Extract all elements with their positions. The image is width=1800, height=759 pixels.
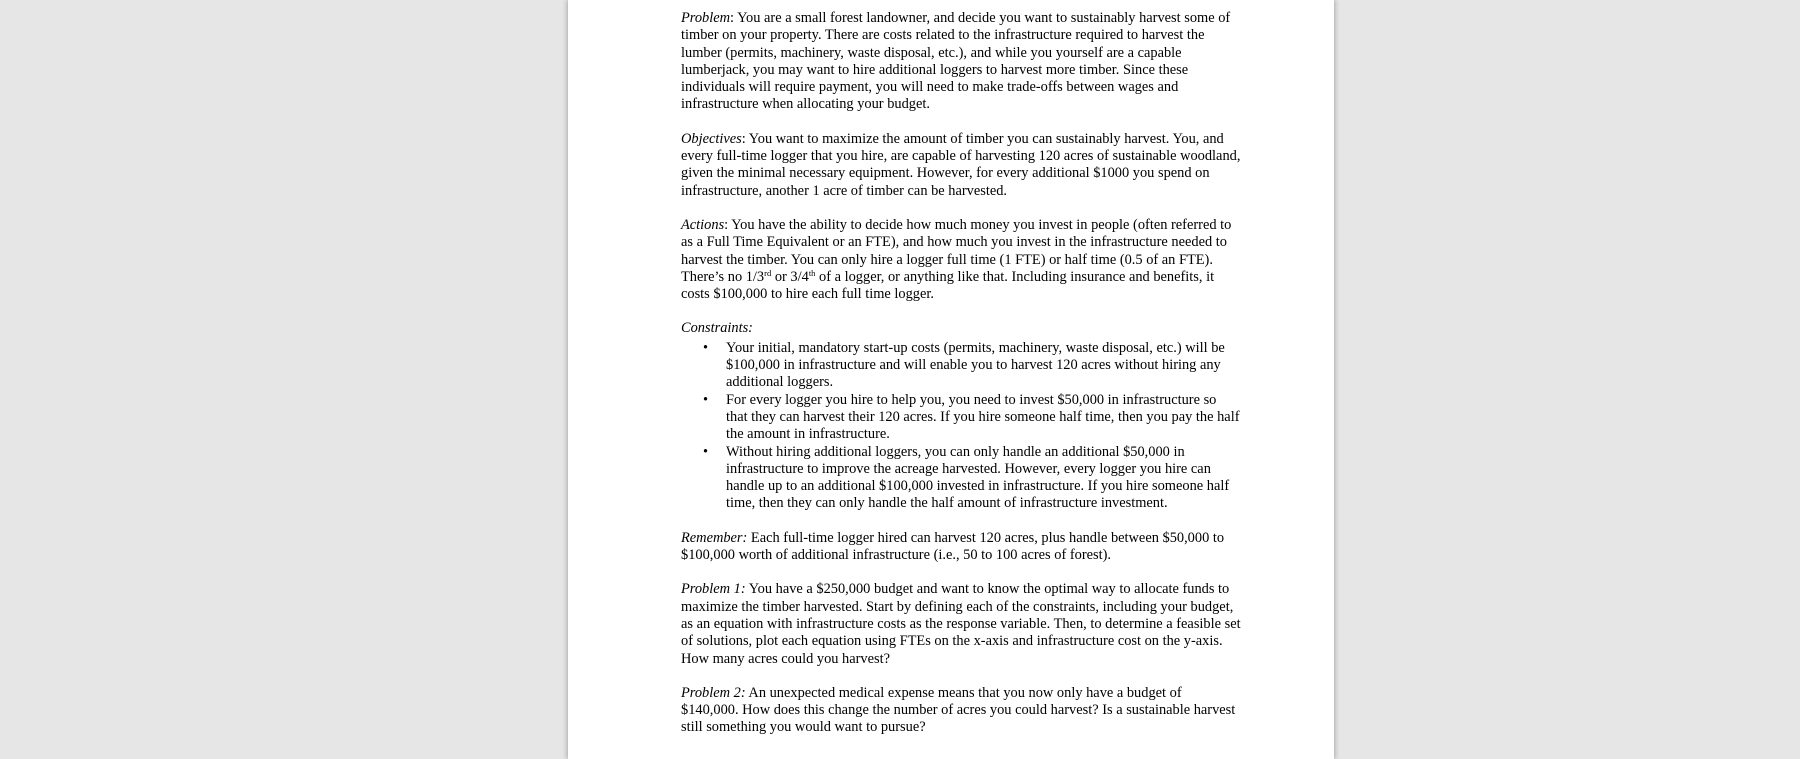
document-page	[568, 0, 1334, 759]
actions-label: Actions	[681, 216, 725, 233]
problem2-paragraph	[681, 685, 1241, 737]
bullet-icon: •	[703, 443, 709, 460]
problem1-label: Problem 1:	[681, 581, 746, 598]
objectives-text: : You want to maximize the amount of timber you can sustainably harvest. You, and every full-time logger that you hire, are capable of harvesting 120 acres of sustainable woodland, given the minimal necessary equipment. However, for every additional $1000 you spend on infrastructure, another 1 acre of timber can be harvested.	[681, 130, 1241, 199]
remember-label: Remember:	[681, 529, 748, 546]
constraints-heading	[681, 320, 1241, 337]
objectives-paragraph	[681, 131, 1241, 200]
objectives-label: Objectives	[681, 130, 742, 147]
constraints-label: Constraints:	[681, 320, 753, 337]
problem-label: Problem	[681, 10, 731, 26]
list-item	[681, 444, 1241, 513]
constraints-list	[681, 340, 1241, 513]
problem2-text: An unexpected medical expense means that you now only have a budget of $140,000. How does this change the number of acres you could harvest? Is a sustainable harvest still something you would want to pursue?	[681, 684, 1236, 736]
constraint-text: Your initial, mandatory start-up costs (permits, machinery, waste disposal, etc.) will be $100,000 in infrastructure and will enable you to harvest 120 acres without hiring any additional loggers.	[726, 339, 1225, 391]
constraint-text: For every logger you hire to help you, you need to invest $50,000 in infrastructure so that they can harvest their 120 acres. If you hire someone half time, then you pay the half the amount in infrastructure.	[726, 391, 1240, 443]
list-item	[681, 392, 1241, 444]
problem1-paragraph	[681, 581, 1241, 667]
actions-text-2: or 3/4	[771, 268, 809, 285]
problem2-label: Problem 2:	[681, 684, 746, 701]
problem-paragraph	[681, 10, 1241, 114]
remember-text: Each full-time logger hired can harvest 120 acres, plus handle between $50,000 to $100,000 worth of additional infrastructure (i.e., 50 to 100 acres of forest).	[681, 529, 1225, 564]
actions-text-1: : You have the ability to decide how much money you invest in people (often referred to as a Full Time Equivalent or an FTE), and how much you invest in the infrastructure needed to harvest the timber. You can only hire a logger full time (1 FTE) or half time (0.5 of an FTE). There’s no 1/3	[681, 216, 1232, 285]
bullet-icon: •	[703, 391, 709, 408]
actions-text-3: of a logger, or anything like that. Including insurance and benefits, it costs $100,000 to hire each full time logger.	[681, 268, 1215, 303]
document-content	[681, 10, 1241, 754]
actions-superscript-th: th	[808, 267, 816, 278]
actions-paragraph	[681, 217, 1241, 303]
problem1-text: You have a $250,000 budget and want to know the optimal way to allocate funds to maximize the timber harvested. Start by defining each of the constraints, including your budget, as an equation with infrastructure costs as the response variable. Then, to determine a feasible set of solutions, plot each equation using FTEs on the x-axis and infrastructure cost on the y-axis. How many acres could you harvest?	[681, 581, 1241, 667]
problem-text: : You are a small forest landowner, and decide you want to sustainably harvest some of timber on your property. There are costs related to the infrastructure required to harvest the lumber (permits, machinery, waste disposal, etc.), and while you yourself are a capable lumberjack, you may want to hire additional loggers to harvest more timber. Since these individuals will require payment, you will need to make trade-offs between wages and infrastructure when allocating your budget.	[681, 10, 1231, 113]
constraint-text: Without hiring additional loggers, you can only handle an additional $50,000 in infrastructure to improve the acreage harvested. However, every logger you hire can handle up to an additional $100,000 invested in infrastructure. If you hire someone half time, then they can only handle the half amount of infrastructure investment.	[726, 443, 1230, 512]
remember-paragraph	[681, 530, 1241, 565]
list-item	[681, 340, 1241, 392]
actions-superscript-rd: rd	[764, 267, 772, 278]
bullet-icon: •	[703, 339, 709, 356]
